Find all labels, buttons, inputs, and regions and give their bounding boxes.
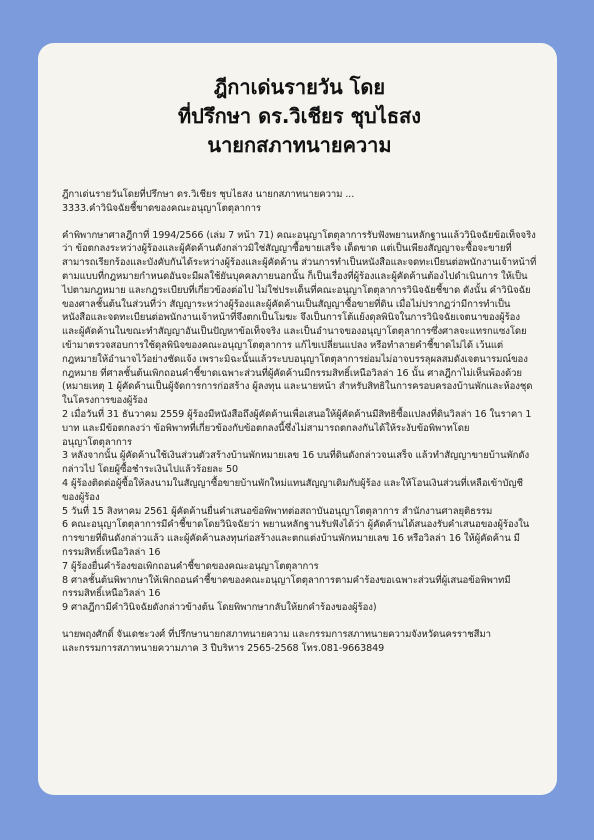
intro-line-1: ฎีกาเด่นรายวันโดยที่ปรึกษา ดร.วิเชียร ชุบไธสง นายกสภาทนายความ ... — [62, 189, 355, 200]
note-item: 8 ศาลชั้นต้นพิพากษาให้เพิกถอนคำชี้ขาดของคณะอนุญาโตตุลาการตามคำร้องขอเฉพาะส่วนที่ผู้เสนอข้อพิพาทมีกรรมสิทธิ์เหนือวิลล่า 16 — [62, 574, 511, 600]
note-item: 3 หลังจากนั้น ผู้คัดค้านใช้เงินส่วนตัวสร้างบ้านพักหมายเลข 16 บนที่ดินดังกล่าวจนเสร็จ แล้วทำสัญญาขายบ้านพักดังกล่าวไป โดยผู้ซื้อชำระเงินไปแล้วร้อยละ 50 — [62, 450, 530, 476]
document-body — [62, 188, 537, 656]
note-item: 7 ผู้ร้องยื่นคำร้องขอเพิกถอนคำชี้ขาดของคณะอนุญาโตตุลาการ — [62, 560, 319, 572]
note-item: 5 วันที่ 15 สิงหาคม 2561 ผู้คัดค้านยื่นคำเสนอข้อพิพาทต่อสถาบันอนุญาโตตุลาการ สำนักงานศาลยุติธรรม — [62, 505, 493, 517]
spacer — [62, 216, 537, 229]
title-line-1: ฎีกาเด่นรายวัน โดย — [213, 75, 386, 99]
main-paragraph: คำพิพากษาศาลฎีกาที่ 1994/2566 (เล่ม 7 หน้า 71) คณะอนุญาโตตุลาการรับฟังพยานหลักฐานแล้ววินิจฉัยข้อเท็จจริงว่า ข้อตกลงระหว่างผู้ร้องและผู้คัดค้านดังกล่าวมิใช่สัญญาซื้อขายเสร็จ เด็ดขาด แต่เป็นเพียงสัญญาจะซื้อจะขายที่สามารถเรียกร้องและบังคับกันได้ระหว่างผู้ร้องและผู้คัดค้าน ส่วนการทำเป็นหนังสือและจดทะเบียนต่อพนักงานเจ้าหน้าที่ตามแบบที่กฎหมายกำหนดอันจะมีผลใช้ยันบุคคลภายนอกนั้น ก็เป็นเรื่องที่ผู้ร้องและผู้คัดค้านต้องไปดำเนินการ ให้เป็นไปตามกฎหมาย และกฎระเบียบที่เกี่ยวข้องต่อไป ไม่ใช่ประเด็นที่คณะอนุญาโตตุลาการวินิจฉัยชี้ขาด ดังนั้น คำวินิจฉัยของศาลชั้นต้นในส่วนที่ว่า สัญญาระหว่างผู้ร้องและผู้คัดค้านเป็นสัญญาซื้อขายที่ดิน เมื่อไม่ปรากฏว่ามีการทำเป็นหนังสือและจดทะเบียนต่อพนักงานเจ้าหน้าที่จึงตกเป็นโมฆะ จึงเป็นการโต้แย้งดุลพินิจในการวินิจฉัยเจตนาของผู้ร้อง และผู้คัดค้านในขณะทำสัญญาอันเป็นปัญหาข้อเท็จจริง และเป็นอำนาจของอนุญาโตตุลาการซึ่งศาลจะแทรกแซงโดยเข้ามาตรวจสอบการใช้ดุลพินิจของคณะอนุญาโตตุลาการ แก้ไขเปลี่ยนแปลง หรือทำลายคำชี้ขาดไม่ได้ เว้นแต่กฎหมายให้อำนาจไว้อย่างชัดแจ้ง เพราะมิฉะนั้นแล้วระบบอนุญาโตตุลาการย่อมไม่อาจบรรลุผลสมดังเจตนารมณ์ของกฎหมาย ที่ศาลชั้นต้นเพิกถอนคำชี้ขาดเฉพาะส่วนที่ผู้คัดค้านมีกรรมสิทธิ์เหนือวิลล่า 16 นั้น ศาลฎีกาไม่เห็นพ้องด้วย — [62, 229, 537, 379]
title-line-3: นายกสภาทนายความ — [207, 133, 392, 157]
signature-line-2: และกรรมการสภาทนายความภาค 3 ปีบริหาร 2565-2568 โทร.081-9663849 — [62, 642, 385, 654]
intro-line-2: 3333.คำวินิจฉัยชี้ขาดของคณะอนุญาโตตุลาการ — [62, 202, 261, 214]
note-item: 4 ผู้ร้องติดต่อผู้ซื้อให้ลงนามในสัญญาซื้อขายบ้านพักใหม่แทนสัญญาเดิมกับผู้ร้อง และให้โอนเงินส่วนที่เหลือเข้าบัญชีของผู้ร้อง — [62, 477, 523, 503]
document-card — [38, 43, 557, 795]
note-item: 2 เมื่อวันที่ 31 ธันวาคม 2559 ผู้ร้องมีหนังสือถึงผู้คัดค้านเพื่อเสนอให้ผู้คัดค้านมีสิทธิซื้อแปลงที่ดินวิลล่า 16 ในราคา 1 บาท และมีข้อตกลงว่า ข้อพิพาทที่เกี่ยวข้องกับข้อตกลงนี้ซึ่งไม่สามารถตกลงกันได้ให้ระงับข้อพิพาทโดยอนุญาโตตุลาการ — [62, 408, 532, 448]
spacer — [62, 615, 537, 628]
note-item: 9 ศาลฎีกามีคำวินิจฉัยดังกล่าวข้างต้น โดยพิพากษากลับให้ยกคำร้องของผู้ร้อง) — [62, 602, 377, 614]
note-item: 6 คณะอนุญาโตตุลาการมีคำชี้ขาดโดยวินิจฉัยว่า พยานหลักฐานรับฟังได้ว่า ผู้คัดค้านได้สนองรับคำเสนอของผู้ร้องในการขายที่ดินดังกล่าวแล้ว และผู้คัดค้านลงทุนก่อสร้างและตกแต่งบ้านพักหมายเลข 16 หรือวิลล่า 16 ให้ผู้คัดค้าน มีกรรมสิทธิ์เหนือวิลล่า 16 — [62, 519, 530, 558]
page-title — [62, 73, 537, 160]
title-line-2: ที่ปรึกษา ดร.วิเชียร ชุบไธสง — [177, 104, 421, 128]
signature-line-1: นายพฤงศักดิ์ จันเดชะวงศ์ ที่ปรึกษานายกสภาทนายความ และกรรมการสภาทนายความจังหวัดนครราชสีมา — [62, 628, 491, 640]
note-item: (หมายเหตุ 1 ผู้คัดค้านเป็นผู้จัดการการก่อสร้าง ผู้ลงทุน และนายหน้า สำหรับสิทธิในการครอบครองบ้านพักและห้องชุดในโครงการของผู้ร้อง — [62, 381, 533, 407]
